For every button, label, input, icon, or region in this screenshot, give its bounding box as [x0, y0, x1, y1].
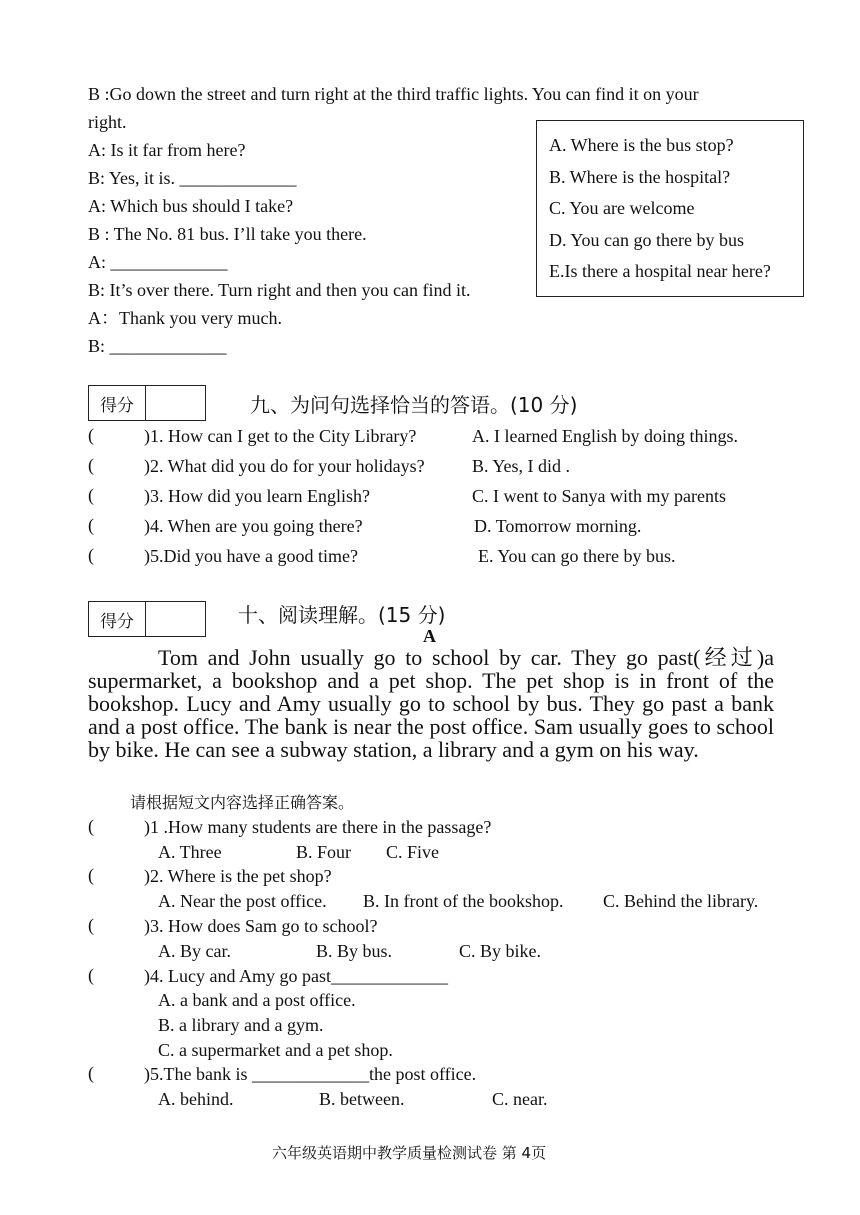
dialogue-line-1: B :Go down the street and turn right at the third traffic lights. You can find it on your: [88, 84, 699, 104]
s10-q1-option-c: C. Five: [386, 842, 440, 862]
dialogue-line-5: A: Which bus should I take?: [88, 196, 294, 216]
section9-title: 九、为问句选择恰当的答语。(10 分): [250, 393, 578, 417]
s10-q1-option-b: B. Four: [296, 842, 352, 862]
s10-question-3: )3. How does Sam go to school?: [144, 916, 378, 936]
s10-q5-option-b: B. between.: [319, 1089, 405, 1109]
s10-q2-option-c: C. Behind the library.: [603, 891, 759, 911]
paren-10-1[interactable]: (: [88, 816, 94, 836]
paren-10-2[interactable]: (: [88, 865, 94, 885]
dialogue-line-2: right.: [88, 112, 127, 132]
s9-answer-a: A. I learned English by doing things.: [472, 426, 738, 446]
paren-9-5[interactable]: (: [88, 545, 94, 565]
page-footer: 六年级英语期中教学质量检测试卷 第 4页: [272, 1144, 547, 1162]
box-option-d: D. You can go there by bus: [549, 230, 744, 250]
dialogue-line-7: A: _____________: [88, 252, 228, 272]
s10-q3-option-c: C. By bike.: [459, 941, 542, 961]
s10-q4-option-c: C. a supermarket and a pet shop.: [158, 1040, 393, 1060]
score-box-section10: [88, 601, 206, 637]
score-label: 得分: [89, 602, 146, 636]
dialogue-line-4: B: Yes, it is. _____________: [88, 168, 297, 188]
score-blank[interactable]: [146, 386, 205, 420]
s9-question-2: )2. What did you do for your holidays?: [144, 456, 425, 476]
paren-10-5[interactable]: (: [88, 1063, 94, 1083]
score-label: 得分: [89, 386, 146, 420]
s10-q1-option-a: A. Three: [158, 842, 222, 862]
s9-answer-c: C. I went to Sanya with my parents: [472, 486, 726, 506]
score-blank[interactable]: [146, 602, 205, 636]
passage-text: Tom and John usually go to school by car. They go past(经过)a supermarket, a bookshop and a pet shop. The pet shop is in front of the bookshop. Lucy and Amy usually go to school by bus. They go past a bank and a post office. The bank is near the post office. Sam usually goes to school by bike. He can see a subway station, a library and a gym on his way.: [88, 645, 774, 762]
answer-option-box: [536, 120, 804, 297]
s10-question-4: )4. Lucy and Amy go past_____________: [144, 966, 448, 986]
paren-10-4[interactable]: (: [88, 965, 94, 985]
s10-question-2: )2. Where is the pet shop?: [144, 866, 332, 886]
s10-question-1: )1 .How many students are there in the passage?: [144, 817, 492, 837]
box-option-e: E.Is there a hospital near here?: [549, 261, 771, 281]
box-option-a: A. Where is the bus stop?: [549, 135, 734, 155]
section10-title: 十、阅读理解。(15 分): [238, 603, 446, 627]
s10-question-5: )5.The bank is _____________the post office.: [144, 1064, 477, 1084]
paren-9-3[interactable]: (: [88, 485, 94, 505]
s10-q2-option-b: B. In front of the bookshop.: [363, 891, 564, 911]
s9-question-3: )3. How did you learn English?: [144, 486, 370, 506]
dialogue-line-6: B : The No. 81 bus. I’ll take you there.: [88, 224, 367, 244]
s10-q5-option-a: A. behind.: [158, 1089, 234, 1109]
reading-passage: [88, 646, 774, 761]
reading-instruction: 请根据短文内容选择正确答案。: [130, 793, 355, 812]
s9-question-4: )4. When are you going there?: [144, 516, 363, 536]
s9-answer-b: B. Yes, I did .: [472, 456, 571, 476]
dialogue-line-8: B: It’s over there. Turn right and then you can find it.: [88, 280, 471, 300]
s10-q2-option-a: A. Near the post office.: [158, 891, 327, 911]
box-option-c: C. You are welcome: [549, 198, 695, 218]
dialogue-line-9: A：Thank you very much.: [88, 308, 282, 328]
s10-q5-option-c: C. near.: [492, 1089, 548, 1109]
s10-q4-option-a: A. a bank and a post office.: [158, 990, 356, 1010]
s9-question-5: )5.Did you have a good time?: [144, 546, 358, 566]
dialogue-line-3: A: Is it far from here?: [88, 140, 246, 160]
dialogue-line-10: B: _____________: [88, 336, 227, 356]
s9-question-1: )1. How can I get to the City Library?: [144, 426, 417, 446]
score-box-section9: [88, 385, 206, 421]
s10-q3-option-b: B. By bus.: [316, 941, 393, 961]
paren-9-2[interactable]: (: [88, 455, 94, 475]
passage-part-label: A: [423, 626, 436, 646]
s9-answer-e: E. You can go there by bus.: [478, 546, 676, 566]
s10-q3-option-a: A. By car.: [158, 941, 231, 961]
paren-9-1[interactable]: (: [88, 425, 94, 445]
paren-10-3[interactable]: (: [88, 915, 94, 935]
paren-9-4[interactable]: (: [88, 515, 94, 535]
s10-q4-option-b: B. a library and a gym.: [158, 1015, 324, 1035]
s9-answer-d: D. Tomorrow morning.: [474, 516, 642, 536]
box-option-b: B. Where is the hospital?: [549, 167, 731, 187]
